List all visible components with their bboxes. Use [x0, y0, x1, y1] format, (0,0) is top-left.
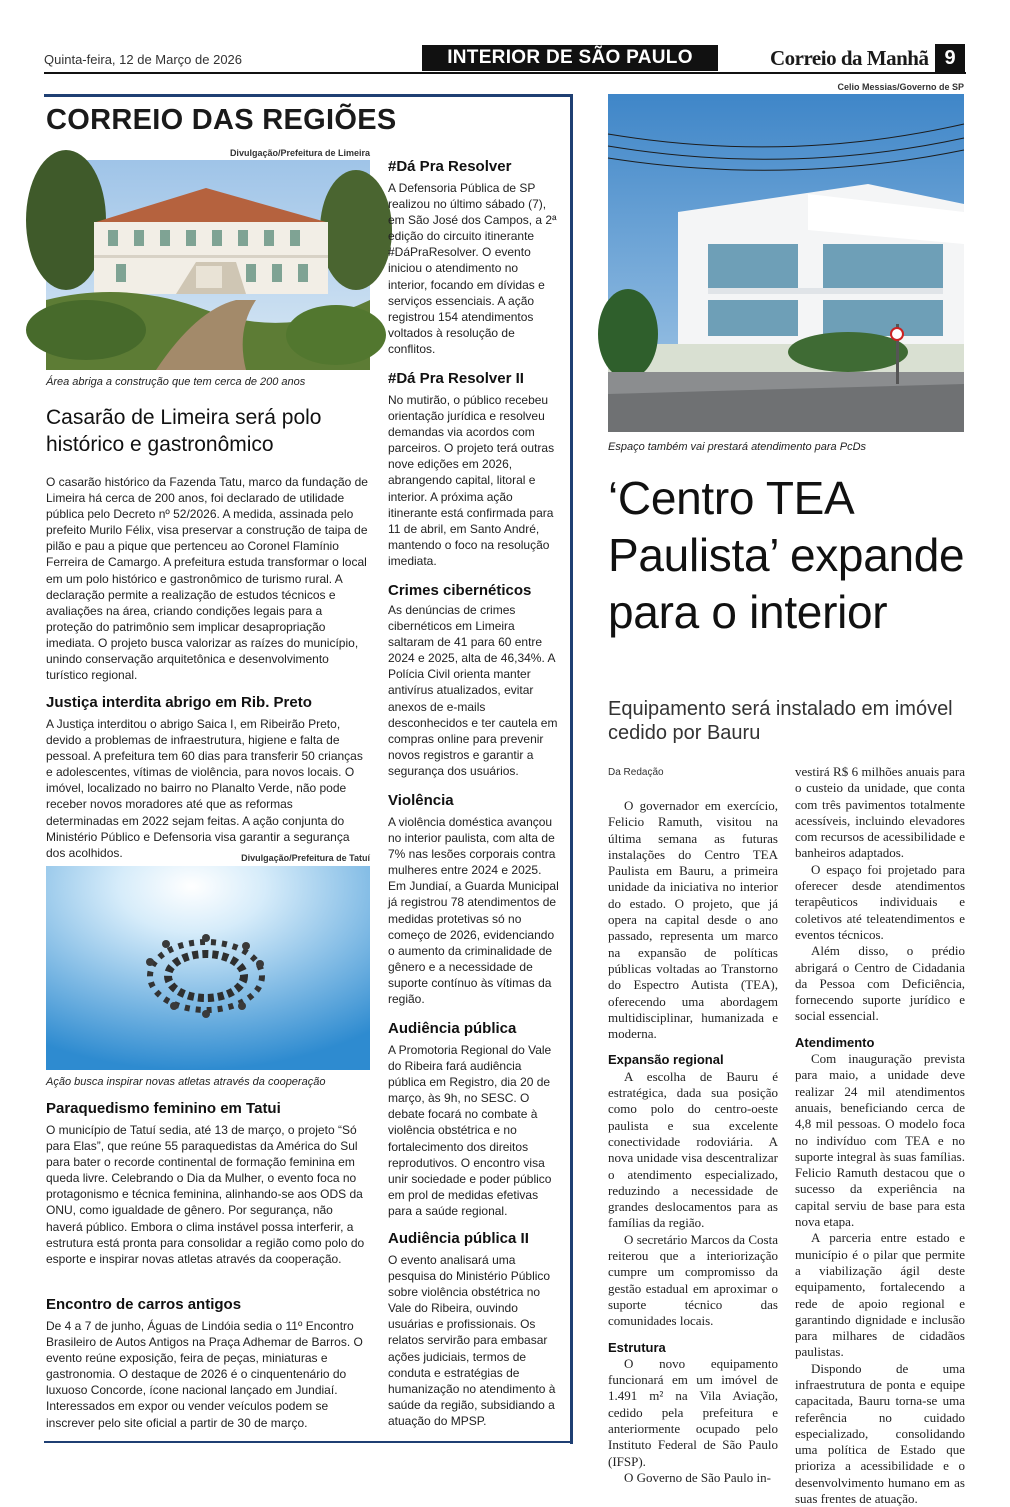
- note-title-1: #Dá Pra Resolver: [388, 158, 512, 175]
- article-body-justica: A Justiça interditou o abrigo Saica I, em Ribeirão Preto, devido a problemas de infraestrutura, higiene e falta de pessoal. A prefeitura tem 60 dias para transferir 50 crianças e adolescentes, vítimas de violência, para novos locais. O imóvel, localizado no bairro no Planalto Verde, não pode receber novos moradores até que as reformas determinadas em 2022 sejam feitas. A ação conjunta do Ministério Público e Defensoria visa garantir a segurança dos acolhidos.: [46, 717, 363, 860]
- tea-paragraph: Além disso, o prédio abrigará o Centro de Cidadania da Pessoa com Deficiência, fornecendo suporte jurídico e social essencial.: [795, 943, 965, 1024]
- headline-centro-tea: ‘Centro TEA Paulista’ expande para o interior: [608, 472, 965, 638]
- regions-box-right-rule: [570, 94, 573, 1444]
- tea-paragraph: Dispondo de uma infraestrutura de ponta e equipe capacitada, Bauru torna-se uma referência no cuidado especializado, consolidando uma política de Estado que prioriza a acessibilidade e o desenvolvimento humano em as suas frentes de atuação.: [795, 1360, 965, 1507]
- regions-box-top-rule: [44, 94, 572, 97]
- newspaper-logo: Correio da Manhã: [770, 46, 929, 70]
- photo-credit-limeira: Divulgação/Prefeitura de Limeira: [229, 148, 370, 158]
- tea-paragraph: O espaço foi projetado para oferecer desde atendimentos terapêuticos individuais e coletivos até teleatendimentos e eventos técnicos.: [795, 861, 965, 942]
- note-title-6: Audiência pública II: [388, 1230, 529, 1247]
- regions-section-title: CORREIO DAS REGIÕES: [46, 104, 397, 136]
- note-body-5: A Promotoria Regional do Vale do Ribeira fará audiência pública em Registro, dia 20 de março, às 9h, no SESC. O debate focará no combate à violência obstétrica e no fortalecimento dos direitos reprodutivos. O encontro visa unir sociedade e poder público em prol de medidas efetivas para a saúde regional.: [388, 1043, 552, 1218]
- tea-paragraph: O secretário Marcos da Costa reiterou que a interiorização cumpre um compromisso da gestão estadual em aproximar o suporte técnico das comunidades locais.: [608, 1231, 778, 1329]
- photo-centro-tea-bauru: [608, 94, 964, 432]
- header-rule: [44, 72, 966, 74]
- tea-paragraph: A escolha de Bauru é estratégica, dada sua posição como polo do centro-oeste paulista e sua excelente conectividade rodoviária. A nova unidade visa descentralizar o atendimento especializado, reduzindo a necessidade de grandes deslocamentos para as famílias da região.: [608, 1068, 778, 1231]
- photo-credit-tea: Celio Messias/Governo de SP: [837, 82, 964, 92]
- photo-caption-limeira: Área abriga a construção que tem cerca de 200 anos: [46, 376, 306, 388]
- tea-subhead-atendimento: Atendimento: [795, 1034, 875, 1050]
- tea-article-col2: [795, 764, 965, 1507]
- note-body-2: No mutirão, o público recebeu orientação jurídica e resolveu demandas via acordos com parceiros. O projeto terá outras nove edições em 2026, abrangendo capital, litoral e interior. A próxima ação itinerante está confirmada para 11 de abril, em Santo André, mantendo o foco na resolução imediata.: [388, 393, 555, 568]
- note-body-1: A Defensoria Pública de SP realizou no último sábado (7), em São José dos Campos, a 2ª edição do circuito itinerante #DáPraResolver. O evento iniciou o atendimento no interior, focando em dívidas e serviços essenciais. A ação registrou 154 atendimentos voltados à resolução de conflitos.: [388, 181, 557, 356]
- note-body-4: A violência doméstica avançou no interior paulista, com alta de 7% nas lesões corporais contra mulheres entre 2024 e 2025. Em Jundiaí, a Guarda Municipal já registrou 78 atendimentos de medidas protetivas só no começo de 2026, evidenciando o aumento da criminalidade de gênero e a necessidade de suporte contínuo às vítimas da região.: [388, 815, 559, 1007]
- tea-paragraph: A parceria entre estado e município é o pilar que permite a viabilização ágil deste equipamento, fortalecendo a rede de apoio regional e garantindo dignidade e inclusão para milhares de cidadãos paulistas.: [795, 1230, 965, 1360]
- note-body-6: O evento analisará uma pesquisa do Ministério Público sobre violência obstétrica no Vale do Ribeira, ouvindo usuárias e profissionais. Os relatos servirão para embasar ações judiciais, termos de conduta e estratégias de humanização no atendimento à saúde da região, subsidiando a atuação do MPSP.: [388, 1253, 556, 1428]
- photo-tatui-paraquedismo: [46, 866, 370, 1070]
- tea-subhead-estrutura: Estrutura: [608, 1339, 666, 1355]
- tea-paragraph: O Governo de São Paulo in-: [624, 1469, 771, 1485]
- subheadline-centro-tea: Equipamento será instalado em imóvel cedido por Bauru: [608, 698, 953, 744]
- note-title-4: Violência: [388, 792, 454, 809]
- tea-paragraph: Com inauguração prevista para maio, a unidade deve realizar 24 mil atendimentos anuais, beneficiando cerca de 4,8 mil pessoas. O modelo foca no indivíduo com TEA e no suporte integral às suas famílias. Felicio Ramuth destacou que o sucesso da experiência na capital serviu de base para esta nova etapa.: [795, 1051, 965, 1230]
- byline: Da Redação: [608, 767, 664, 778]
- tea-article-col1: [608, 798, 778, 1486]
- tea-paragraph: O governador em exercício, Felicio Ramuth, visitou na última semana as futuras instalações do Centro TEA Paulista em Bauru, a primeira unidade da iniciativa no interior do estado. O projeto, que já opera na capital desde o ano passado, representa um marco na expansão de políticas públicas voltadas ao Transtorno do Espectro Autista (TEA), oferecendo uma abordagem multidisciplinar, humanizada e moderna.: [608, 798, 778, 1042]
- headline-tatui: Paraquedismo feminino em Tatui: [46, 1100, 281, 1117]
- photo-limeira-casarao: [46, 160, 370, 370]
- tea-paragraph: vestirá R$ 6 milhões anuais para o custeio da unidade, que conta com três pavimentos totalmente acessíveis, incluindo elevadores com recursos de acessibilidade e banheiros adaptados.: [795, 764, 965, 861]
- photo-caption-tea: Espaço também vai prestará atendimento para PcDs: [608, 441, 867, 453]
- article-body-limeira: O casarão histórico da Fazenda Tatu, marco da fundação de Limeira há cerca de 200 anos, foi declarado de utilidade pública pelo Decreto nº 52/2026. A medida, assinada pelo prefeito Murilo Félix, visa preservar a construção de taipa de pilão e pau a pique que pertenceu ao Coronel Flamínio Ferreira de Camargo. A prefeitura estuda transformar o local em um polo histórico e gastronômico de turismo rural. A declaração permite a realização de estudos técnicos e avaliações na área, criando condições legais para a proteção do patrimônio sem implicar desapropriação imediata. O projeto busca valorizar as raízes do município, unindo conservação arquitetônica e desenvolvimento turístico regional.: [46, 475, 368, 683]
- photo-credit-tatui: Divulgação/Prefeitura de Tatuí: [241, 853, 370, 863]
- headline-limeira: Casarão de Limeira será polo histórico e gastronômico: [46, 406, 322, 456]
- photo-caption-tatui: Ação busca inspirar novas atletas através da cooperação: [46, 1076, 326, 1088]
- tea-paragraph: O novo equipamento funcionará em um imóvel de 1.491 m² na Vila Aviação, cedido pela prefeitura e anteriormente ocupado pelo Instituto Federal de São Paulo (IFSP).: [608, 1355, 778, 1469]
- tea-subhead-expansao: Expansão regional: [608, 1052, 724, 1068]
- headline-justica: Justiça interdita abrigo em Rib. Preto: [46, 694, 312, 711]
- note-title-5: Audiência pública: [388, 1020, 517, 1037]
- regions-box-bottom-rule: [44, 1441, 572, 1443]
- edition-date: Quinta-feira, 12 de Março de 2026: [44, 52, 243, 67]
- headline-carros: Encontro de carros antigos: [46, 1296, 242, 1313]
- page-number: 9: [935, 44, 965, 72]
- note-title-3: Crimes cibernéticos: [388, 582, 532, 599]
- note-title-2: #Dá Pra Resolver II: [388, 370, 524, 387]
- article-body-tatui: O município de Tatuí sedia, até 13 de março, o projeto “Só para Elas”, que reúne 55 paraquedistas da América do Sul para bater o recorde continental de formação feminina em queda livre. Celebrando o Dia da Mulher, o evento foca no protagonismo e técnica feminina, alinhando-se aos ODS da ONU, como igualdade de gênero. Por segurança, não haverá público. Embora o clima instável possa interferir, a estrutura está pronta para consolidar a região como polo do esporte e inspirar novas atletas através da cooperação.: [46, 1123, 365, 1266]
- section-banner: INTERIOR DE SÃO PAULO: [422, 45, 718, 71]
- note-body-3: As denúncias de crimes cibernéticos em Limeira saltaram de 41 para 60 entre 2024 e 2025, alta de 46,34%. A Polícia Civil orienta manter antivírus atualizados, evitar anexos de e-mails desconhecidos e ter cautela em compras online para prevenir novos registros e garantir a segurança dos usuários.: [388, 603, 558, 778]
- article-body-carros: De 4 a 7 de junho, Águas de Lindóia sedia o 11º Encontro Brasileiro de Autos Antigos na Praça Adhemar de Barros. O evento reúne exposição, feira de peças, miniaturas e gastronomia. O destaque de 2026 é o cinquentenário do luxuoso Concorde, ícone nacional lançado em Jundiaí. Interessados em expor ou vender veículos podem se inscrever pelo site oficial a partir de 30 de março.: [46, 1319, 363, 1430]
